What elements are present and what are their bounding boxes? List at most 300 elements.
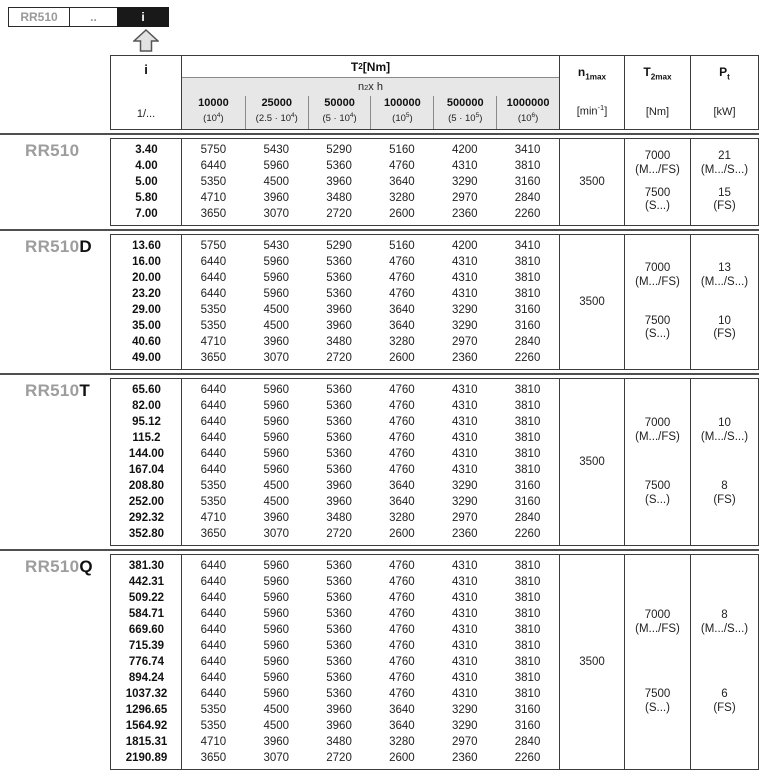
torque-cell: 6440	[200, 576, 227, 588]
torque-cell: 5960	[263, 288, 290, 300]
torque-cell: 4760	[389, 560, 415, 572]
torque-cell: 4310	[451, 576, 478, 588]
torque-cell: 5160	[389, 144, 415, 156]
torque-cell: 3960	[326, 704, 352, 716]
n1max-cell	[559, 139, 624, 225]
torque-cell: 4310	[451, 560, 478, 572]
torque-cell: 2600	[389, 528, 415, 540]
torque-cell: 3480	[326, 736, 352, 748]
tab-rr510: RR510	[8, 7, 70, 27]
torque-cell: 4500	[263, 704, 290, 716]
torque-cell: 3290	[451, 496, 478, 508]
torque-cell: 3810	[514, 288, 541, 300]
section-model-text: RR510	[25, 141, 80, 160]
t2max-entry	[625, 480, 690, 507]
torque-cell: 5350	[200, 480, 227, 492]
torque-cell: 3810	[514, 576, 541, 588]
n1max-value: 3500	[579, 456, 605, 468]
header-t2max-label: $T_{2max}$	[643, 65, 672, 82]
torque-cell: 3160	[514, 704, 541, 716]
torque-cell: 4500	[263, 480, 290, 492]
section-suffix-text: D	[79, 237, 92, 256]
torque-cell: 2970	[451, 512, 478, 524]
torque-cell: 2720	[326, 208, 352, 220]
t2max-entry	[625, 315, 690, 342]
torque-cell: 3960	[263, 736, 290, 748]
torque-cell: 3810	[514, 272, 541, 284]
torque-cell: 5360	[326, 576, 352, 588]
pt-note: (FS)	[713, 493, 736, 506]
torque-cell: 5360	[326, 624, 352, 636]
torque-cell: 2970	[451, 336, 478, 348]
ratio-cell: 13.60	[132, 240, 161, 252]
pt-note: (M.../S...)	[700, 430, 749, 443]
torque-cell: 5290	[326, 240, 352, 252]
section-model-text: RR510	[25, 381, 80, 400]
torque-cell: 4710	[200, 336, 227, 348]
torque-cell: 5960	[263, 560, 290, 572]
section-model-text: RR510	[25, 237, 80, 256]
torque-cell: 2260	[514, 208, 541, 220]
section-label	[25, 557, 93, 577]
t2max-value: 7500	[644, 480, 671, 492]
torque-cell: 3480	[326, 192, 352, 204]
header-t2-label: T 2 [Nm]	[350, 59, 391, 74]
sections-container	[0, 130, 759, 770]
torque-cell: 5360	[326, 688, 352, 700]
torque-cell: 5960	[263, 160, 290, 172]
load-column-header-50000: 50000 $(5 \cdot 10^4)$	[308, 96, 371, 129]
t2max-value: 7500	[644, 314, 671, 327]
pt-cell	[690, 555, 758, 769]
section-label	[25, 237, 92, 257]
torque-cell: 5350	[200, 176, 227, 188]
torque-cell: 4310	[451, 288, 478, 300]
torque-cell: 4760	[389, 256, 415, 268]
torque-cell: 5290	[326, 144, 352, 156]
section-rr510	[25, 138, 759, 226]
torque-cell: 5430	[263, 240, 290, 252]
t2max-note: (S...)	[645, 701, 670, 714]
torque-cell: 2840	[514, 512, 541, 524]
torque-cell: 4760	[389, 640, 415, 652]
section-separator-line	[0, 549, 759, 551]
ratio-cell: 352.80	[128, 528, 165, 540]
torque-cell: 3410	[514, 144, 541, 156]
torque-cell: 5960	[263, 656, 290, 668]
torque-cell: 6440	[200, 400, 227, 412]
section-model-text: RR510	[25, 557, 80, 576]
ratio-cell: 292.32	[128, 512, 165, 524]
torque-cell: 5360	[326, 160, 352, 172]
pt-note: (M.../S...)	[700, 163, 749, 176]
header-n2h-band	[182, 77, 559, 129]
torque-cell: 5360	[326, 448, 352, 460]
load-column-header-500000: 500000 $(5 \cdot 10^5)$	[433, 96, 496, 129]
header-n2h-label: n 2 x h	[358, 81, 383, 93]
section-label	[25, 381, 90, 401]
torque-cell: 6440	[200, 288, 227, 300]
torque-cell: 3810	[514, 672, 541, 684]
torque-cell: 2600	[389, 208, 415, 220]
header-i-sub-label: 1/...	[136, 108, 156, 120]
torque-cell: 3070	[263, 752, 290, 764]
torque-cell: 4710	[200, 512, 227, 524]
torque-cell: 6440	[200, 560, 227, 572]
t2max-entry	[625, 688, 690, 715]
torque-cell: 5160	[389, 240, 415, 252]
pt-value: 10	[718, 314, 731, 327]
pt-value: 13	[718, 262, 731, 275]
section-label	[25, 141, 79, 161]
torque-cell: 4310	[451, 672, 478, 684]
torque-cell: 6440	[200, 656, 227, 668]
load-column-header-100000: 100000 $(10^5)$	[370, 96, 433, 129]
section-suffix-text: T	[79, 381, 91, 400]
torque-cell: 2600	[389, 752, 415, 764]
torque-cell: 6440	[200, 688, 227, 700]
pt-cell	[690, 139, 758, 225]
header-n1max-column	[559, 56, 624, 129]
torque-cell: 3070	[263, 528, 290, 540]
torque-cell: 3160	[514, 320, 541, 332]
torque-cell: 6440	[200, 464, 227, 476]
torque-cell: 6440	[200, 608, 227, 620]
torque-cell: 4310	[451, 256, 478, 268]
pt-note: (M.../S...)	[700, 622, 749, 635]
pt-entry	[691, 262, 758, 289]
torque-cell: 3640	[389, 720, 415, 732]
section-separator-line	[0, 229, 759, 231]
torque-cell: 2720	[326, 352, 352, 364]
ratio-cell: 1296.65	[125, 704, 168, 716]
ratio-cell: 65.60	[132, 384, 161, 396]
torque-cell: 2260	[514, 752, 541, 764]
torque-cell: 5960	[263, 432, 290, 444]
torque-cell: 3640	[389, 496, 415, 508]
torque-cell: 2360	[451, 752, 478, 764]
torque-cell: 5960	[263, 576, 290, 588]
torque-cell: 3160	[514, 480, 541, 492]
torque-cell: 3160	[514, 720, 541, 732]
torque-cell: 4310	[451, 592, 478, 604]
torque-cell: 2260	[514, 352, 541, 364]
torque-cell: 3280	[389, 192, 415, 204]
ratio-cell: 1815.31	[125, 736, 168, 748]
torque-cell: 4310	[451, 448, 478, 460]
ratio-cell: 95.12	[132, 416, 161, 428]
torque-cell: 5360	[326, 272, 352, 284]
torque-cell: 2600	[389, 352, 415, 364]
torque-cell: 3070	[263, 208, 290, 220]
torque-cell: 4760	[389, 272, 415, 284]
ratio-cell: 894.24	[128, 672, 165, 684]
up-arrow-icon	[133, 29, 159, 52]
t2max-cell	[624, 235, 690, 369]
torque-cell: 3810	[514, 384, 541, 396]
t2max-note: (S...)	[645, 328, 670, 341]
pt-entry	[691, 417, 758, 444]
torque-cell: 3810	[514, 656, 541, 668]
torque-cell: 5360	[326, 656, 352, 668]
load-column-header-10000: 10000 $(10^4)$	[198, 97, 229, 125]
torque-cell: 3810	[514, 608, 541, 620]
ratio-cell: 167.04	[128, 464, 165, 476]
pt-note: (FS)	[713, 701, 736, 714]
header-i-symbol: i	[144, 62, 148, 77]
torque-cell: 4760	[389, 464, 415, 476]
torque-cell: 5750	[200, 240, 227, 252]
header-t2-group	[182, 56, 559, 129]
n1max-value: 3500	[579, 296, 605, 308]
torque-cell: 4710	[200, 192, 227, 204]
torque-cell: 3960	[326, 496, 352, 508]
torque-cell: 3290	[451, 704, 478, 716]
torque-cell: 5960	[263, 256, 290, 268]
torque-cell: 4500	[263, 320, 290, 332]
ratio-cell: 35.00	[132, 320, 161, 332]
torque-cell: 2360	[451, 208, 478, 220]
torque-cell: 3810	[514, 688, 541, 700]
torque-cell: 5960	[263, 608, 290, 620]
pt-entry	[691, 609, 758, 636]
ratio-cell: 7.00	[135, 208, 158, 220]
torque-cell: 3640	[389, 304, 415, 316]
header-n1max-unit: $[\min^{-1}]$	[576, 103, 608, 118]
torque-cell: 3070	[263, 352, 290, 364]
ratio-cell: 252.00	[128, 496, 165, 508]
torque-cell: 3960	[326, 720, 352, 732]
torque-cell: 4760	[389, 160, 415, 172]
section-separator-line	[0, 373, 759, 375]
torque-cell: 5960	[263, 640, 290, 652]
torque-cell: 3650	[200, 352, 227, 364]
torque-cell: 5960	[263, 624, 290, 636]
torque-cell: 3290	[451, 176, 478, 188]
torque-cell: 4760	[389, 576, 415, 588]
torque-cell: 3280	[389, 736, 415, 748]
t2max-entry	[625, 417, 690, 444]
torque-cell: 4760	[389, 688, 415, 700]
pt-entry	[691, 688, 758, 715]
torque-cell: 2840	[514, 336, 541, 348]
torque-cell: 4760	[389, 432, 415, 444]
ratio-cell: 208.80	[128, 480, 165, 492]
torque-cell: 3160	[514, 304, 541, 316]
torque-cell: 5360	[326, 384, 352, 396]
t2max-value: 7500	[644, 186, 671, 199]
torque-cell: 3480	[326, 336, 352, 348]
torque-cell: 4760	[389, 592, 415, 604]
torque-cell: 3480	[326, 512, 352, 524]
ratio-cell: 381.30	[128, 560, 165, 572]
torque-cell: 5350	[200, 704, 227, 716]
pt-note: (FS)	[713, 200, 736, 213]
torque-cell: 5360	[326, 464, 352, 476]
section-separator-line	[0, 133, 759, 135]
ratio-cell: 776.74	[128, 656, 165, 668]
ratio-torque-grid	[111, 555, 559, 769]
tab-dots: ..	[69, 7, 119, 27]
torque-cell: 4710	[200, 736, 227, 748]
torque-cell: 3960	[326, 304, 352, 316]
torque-cell: 3810	[514, 448, 541, 460]
torque-cell: 4310	[451, 640, 478, 652]
pt-cell	[690, 379, 758, 545]
header-t2max-column	[624, 56, 690, 129]
torque-cell: 4310	[451, 688, 478, 700]
torque-cell: 3960	[263, 192, 290, 204]
t2max-value: 7500	[644, 688, 671, 700]
torque-cell: 3640	[389, 320, 415, 332]
torque-cell: 5960	[263, 464, 290, 476]
t2max-value: 7000	[644, 417, 671, 429]
torque-cell: 4500	[263, 720, 290, 732]
pt-note: (M.../S...)	[700, 275, 749, 288]
torque-cell: 4760	[389, 656, 415, 668]
ratio-cell: 23.20	[132, 288, 161, 300]
torque-cell: 4310	[451, 656, 478, 668]
ratio-cell: 1037.32	[125, 688, 168, 700]
torque-cell: 6440	[200, 432, 227, 444]
torque-cell: 3280	[389, 512, 415, 524]
ratio-cell: 715.39	[128, 640, 165, 652]
pt-value: 8	[721, 609, 728, 621]
t2max-cell	[624, 379, 690, 545]
header-n1max-label: $n_{1max}$	[577, 65, 607, 82]
t2max-cell	[624, 139, 690, 225]
torque-cell: 5750	[200, 144, 227, 156]
t2max-note: (S...)	[645, 493, 670, 506]
n1max-value: 3500	[579, 656, 605, 668]
section-rr510t	[25, 378, 759, 546]
t2max-entry	[625, 609, 690, 636]
t2max-note: (M.../FS)	[635, 275, 680, 288]
torque-cell: 4310	[451, 464, 478, 476]
pt-cell	[690, 235, 758, 369]
torque-cell: 2970	[451, 192, 478, 204]
torque-cell: 3810	[514, 416, 541, 428]
header-t2max-unit: [Nm]	[645, 106, 670, 118]
torque-cell: 2360	[451, 352, 478, 364]
ratio-cell: 20.00	[132, 272, 161, 284]
torque-cell: 5360	[326, 432, 352, 444]
torque-cell: 3960	[263, 336, 290, 348]
torque-cell: 3810	[514, 560, 541, 572]
torque-cell: 6440	[200, 448, 227, 460]
torque-cell: 3160	[514, 176, 541, 188]
torque-cell: 6440	[200, 384, 227, 396]
torque-cell: 4500	[263, 304, 290, 316]
ratio-torque-grid	[111, 139, 559, 225]
torque-cell: 5430	[263, 144, 290, 156]
torque-cell: 4500	[263, 176, 290, 188]
t2max-note: (M.../FS)	[635, 430, 680, 443]
torque-cell: 5350	[200, 720, 227, 732]
t2max-value: 7000	[644, 609, 671, 621]
pt-value: 6	[721, 688, 728, 700]
torque-cell: 6440	[200, 160, 227, 172]
torque-cell: 3810	[514, 400, 541, 412]
torque-cell: 3810	[514, 464, 541, 476]
ratio-cell: 40.60	[132, 336, 161, 348]
torque-cell: 2840	[514, 192, 541, 204]
torque-cell: 3290	[451, 720, 478, 732]
torque-cell: 5350	[200, 496, 227, 508]
pt-entry	[691, 150, 758, 177]
torque-cell: 3810	[514, 432, 541, 444]
ratio-cell: 3.40	[135, 144, 158, 156]
torque-cell: 6440	[200, 624, 227, 636]
torque-cell: 3280	[389, 336, 415, 348]
torque-cell: 5360	[326, 560, 352, 572]
torque-cell: 4310	[451, 384, 478, 396]
torque-cell: 3650	[200, 528, 227, 540]
torque-cell: 6440	[200, 592, 227, 604]
torque-cell: 6440	[200, 416, 227, 428]
ratio-cell: 16.00	[132, 256, 161, 268]
torque-cell: 5350	[200, 320, 227, 332]
page-tabs	[8, 7, 169, 27]
section-rr510d	[25, 234, 759, 370]
header-pt-column	[690, 56, 758, 129]
torque-cell: 3640	[389, 176, 415, 188]
torque-cell: 3810	[514, 592, 541, 604]
torque-cell: 3810	[514, 160, 541, 172]
ratio-cell: 5.00	[135, 176, 158, 188]
pt-entry	[691, 480, 758, 507]
torque-cell: 3810	[514, 640, 541, 652]
torque-cell: 5360	[326, 608, 352, 620]
torque-cell: 3960	[326, 176, 352, 188]
torque-cell: 3960	[326, 320, 352, 332]
torque-cell: 4310	[451, 160, 478, 172]
torque-cell: 5960	[263, 416, 290, 428]
n1max-cell	[559, 379, 624, 545]
torque-cell: 5360	[326, 256, 352, 268]
pt-note: (FS)	[713, 328, 736, 341]
n1max-cell	[559, 555, 624, 769]
ratio-cell: 144.00	[128, 448, 165, 460]
header-pt-unit: [kW]	[713, 106, 736, 118]
torque-cell: 3640	[389, 704, 415, 716]
t2max-cell	[624, 555, 690, 769]
torque-cell: 3290	[451, 304, 478, 316]
torque-cell: 4760	[389, 624, 415, 636]
torque-cell: 4760	[389, 384, 415, 396]
torque-cell: 2840	[514, 736, 541, 748]
t2max-entry	[625, 262, 690, 289]
table-header	[110, 55, 759, 130]
ratio-cell: 669.60	[128, 624, 165, 636]
torque-cell: 3960	[326, 480, 352, 492]
load-column-header-1000000: 1000000 $(10^6)$	[496, 96, 559, 129]
torque-cell: 6440	[200, 272, 227, 284]
torque-cell: 6440	[200, 256, 227, 268]
torque-cell: 4310	[451, 416, 478, 428]
pt-value: 10	[718, 417, 731, 429]
t2max-value: 7000	[644, 150, 671, 163]
torque-cell: 4310	[451, 608, 478, 620]
n1max-value: 3500	[579, 176, 605, 188]
header-pt-label: $P_t$	[719, 65, 730, 82]
torque-cell: 3290	[451, 480, 478, 492]
torque-cell: 3290	[451, 320, 478, 332]
torque-cell: 4760	[389, 416, 415, 428]
ratio-cell: 115.2	[132, 432, 161, 444]
load-column-header-25000: 25000 $(2.5 \cdot 10^4)$	[245, 96, 308, 129]
torque-cell: 5960	[263, 592, 290, 604]
